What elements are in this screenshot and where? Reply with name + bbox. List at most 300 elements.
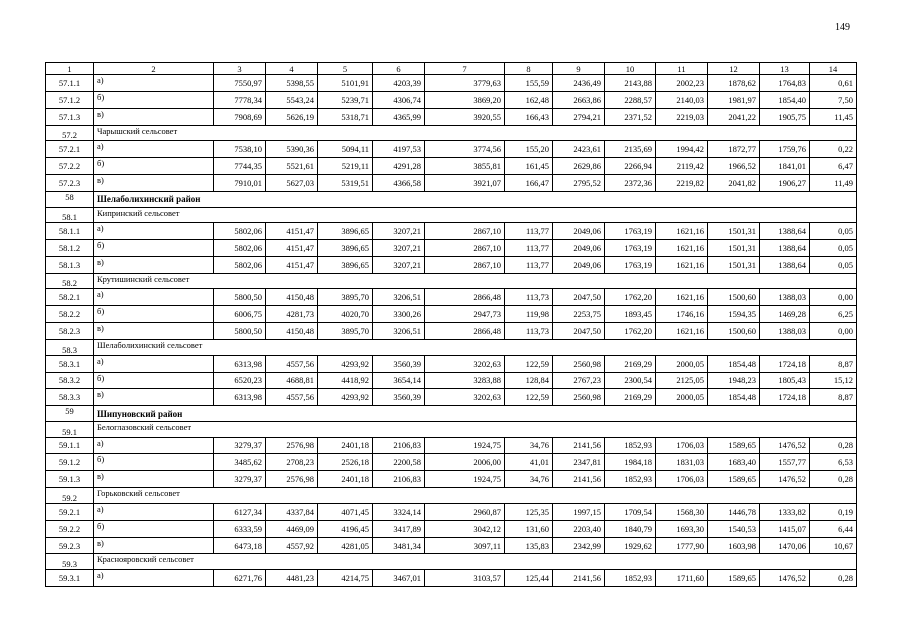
value-cell: 2047,50 [553, 289, 605, 306]
value-cell: 2371,52 [605, 108, 656, 125]
value-cell: 1929,62 [605, 537, 656, 554]
row-variant: а) [94, 503, 214, 520]
value-cell: 1388,64 [760, 256, 810, 273]
value-cell: 0,28 [810, 437, 857, 454]
value-cell: 1906,27 [760, 175, 810, 192]
value-cell: 7538,10 [214, 141, 266, 158]
row-code: 58.1.2 [46, 240, 94, 257]
value-cell: 2169,29 [605, 355, 656, 372]
value-cell: 1997,15 [553, 503, 605, 520]
value-cell: 7744,35 [214, 158, 266, 175]
value-cell: 1893,45 [605, 306, 656, 323]
settlement-name: Белоглазовский сельсовет [94, 421, 857, 437]
value-cell: 6006,75 [214, 306, 266, 323]
value-cell: 113,77 [505, 240, 553, 257]
value-cell: 1540,53 [708, 520, 760, 537]
value-cell: 1501,31 [708, 256, 760, 273]
value-cell: 0,05 [810, 256, 857, 273]
column-header: 4 [266, 63, 318, 75]
value-cell: 4481,23 [266, 570, 318, 587]
value-cell: 1994,42 [656, 141, 708, 158]
value-cell: 3202,63 [425, 355, 505, 372]
value-cell: 2867,10 [425, 223, 505, 240]
table-row [46, 503, 857, 520]
table-row [46, 323, 857, 340]
value-cell: 2006,00 [425, 454, 505, 471]
value-cell: 2203,40 [553, 520, 605, 537]
column-header: 1 [46, 63, 94, 75]
value-cell: 2423,61 [553, 141, 605, 158]
value-cell: 2049,06 [553, 240, 605, 257]
value-cell: 1878,62 [708, 75, 760, 92]
value-cell: 0,61 [810, 75, 857, 92]
value-cell: 1693,30 [656, 520, 708, 537]
value-cell: 2200,58 [373, 454, 425, 471]
value-cell: 1852,93 [605, 437, 656, 454]
value-cell: 1621,16 [656, 323, 708, 340]
value-cell: 5521,61 [266, 158, 318, 175]
section-number: 57.2 [46, 125, 94, 141]
row-variant: а) [94, 223, 214, 240]
row-code: 59.2.3 [46, 537, 94, 554]
value-cell: 0,28 [810, 471, 857, 488]
value-cell: 3467,01 [373, 570, 425, 587]
value-cell: 3206,51 [373, 289, 425, 306]
value-cell: 7550,97 [214, 75, 266, 92]
table-row [46, 91, 857, 108]
row-code: 58.3.3 [46, 389, 94, 406]
value-cell: 1415,07 [760, 520, 810, 537]
value-cell: 7908,69 [214, 108, 266, 125]
value-cell: 1762,20 [605, 289, 656, 306]
value-cell: 155,20 [505, 141, 553, 158]
value-cell: 1763,19 [605, 223, 656, 240]
row-variant: б) [94, 240, 214, 257]
value-cell: 4281,73 [266, 306, 318, 323]
value-cell: 4306,74 [373, 91, 425, 108]
value-cell: 0,00 [810, 289, 857, 306]
value-cell: 1476,52 [760, 437, 810, 454]
settlement-name: Крутишинский сельсовет [94, 273, 857, 289]
value-cell: 2560,98 [553, 389, 605, 406]
value-cell: 1557,77 [760, 454, 810, 471]
value-cell: 2106,83 [373, 437, 425, 454]
value-cell: 166,47 [505, 175, 553, 192]
column-header: 14 [810, 63, 857, 75]
settlement-name: Горьковский сельсовет [94, 488, 857, 504]
tariff-table [45, 62, 857, 587]
row-code: 57.1.3 [46, 108, 94, 125]
row-variant: в) [94, 108, 214, 125]
value-cell: 41,01 [505, 454, 553, 471]
value-cell: 10,67 [810, 537, 857, 554]
value-cell: 2049,06 [553, 223, 605, 240]
row-code: 58.2.2 [46, 306, 94, 323]
table-row [46, 570, 857, 587]
value-cell: 6271,76 [214, 570, 266, 587]
value-cell: 2119,42 [656, 158, 708, 175]
value-cell: 1388,64 [760, 223, 810, 240]
value-cell: 1683,40 [708, 454, 760, 471]
row-code: 58.1.3 [46, 256, 94, 273]
row-variant: а) [94, 141, 214, 158]
value-cell: 2866,48 [425, 323, 505, 340]
value-cell: 3869,20 [425, 91, 505, 108]
value-cell: 4020,70 [318, 306, 373, 323]
value-cell: 4071,45 [318, 503, 373, 520]
value-cell: 2794,21 [553, 108, 605, 125]
value-cell: 4418,92 [318, 372, 373, 389]
value-cell: 2866,48 [425, 289, 505, 306]
value-cell: 6,53 [810, 454, 857, 471]
value-cell: 5101,91 [318, 75, 373, 92]
district-row [46, 191, 857, 207]
value-cell: 1724,18 [760, 355, 810, 372]
value-cell: 2000,05 [656, 389, 708, 406]
row-code: 58.3.2 [46, 372, 94, 389]
value-cell: 2041,22 [708, 108, 760, 125]
value-cell: 2266,94 [605, 158, 656, 175]
value-cell: 2219,03 [656, 108, 708, 125]
value-cell: 1854,48 [708, 389, 760, 406]
row-variant: б) [94, 158, 214, 175]
table-row [46, 108, 857, 125]
value-cell: 6,44 [810, 520, 857, 537]
value-cell: 128,84 [505, 372, 553, 389]
value-cell: 3481,34 [373, 537, 425, 554]
value-cell: 6,25 [810, 306, 857, 323]
value-cell: 1476,52 [760, 570, 810, 587]
value-cell: 1621,16 [656, 289, 708, 306]
value-cell: 2143,88 [605, 75, 656, 92]
value-cell: 6,47 [810, 158, 857, 175]
value-cell: 1594,35 [708, 306, 760, 323]
section-number: 59.1 [46, 421, 94, 437]
value-cell: 1764,83 [760, 75, 810, 92]
settlement-name: Шелаболихинский сельсовет [94, 340, 857, 356]
value-cell: 3895,70 [318, 323, 373, 340]
table-row [46, 256, 857, 273]
row-code: 59.1.1 [46, 437, 94, 454]
column-header: 12 [708, 63, 760, 75]
value-cell: 2342,99 [553, 537, 605, 554]
row-code: 59.2.2 [46, 520, 94, 537]
value-cell: 3042,12 [425, 520, 505, 537]
row-variant: а) [94, 355, 214, 372]
value-cell: 1501,31 [708, 240, 760, 257]
value-cell: 3206,51 [373, 323, 425, 340]
value-cell: 2141,56 [553, 570, 605, 587]
value-cell: 0,05 [810, 240, 857, 257]
value-cell: 155,59 [505, 75, 553, 92]
value-cell: 5543,24 [266, 91, 318, 108]
value-cell: 11,45 [810, 108, 857, 125]
value-cell: 4281,05 [318, 537, 373, 554]
value-cell: 119,98 [505, 306, 553, 323]
row-code: 57.2.2 [46, 158, 94, 175]
column-header: 10 [605, 63, 656, 75]
value-cell: 6313,98 [214, 389, 266, 406]
value-cell: 6520,23 [214, 372, 266, 389]
value-cell: 5802,06 [214, 223, 266, 240]
value-cell: 2436,49 [553, 75, 605, 92]
section-number: 58.3 [46, 340, 94, 356]
value-cell: 122,59 [505, 389, 553, 406]
value-cell: 1621,16 [656, 240, 708, 257]
header-row [46, 63, 857, 75]
value-cell: 3560,39 [373, 355, 425, 372]
value-cell: 2708,23 [266, 454, 318, 471]
section-number: 59 [46, 406, 94, 422]
value-cell: 1966,52 [708, 158, 760, 175]
value-cell: 2560,98 [553, 355, 605, 372]
value-cell: 3896,65 [318, 240, 373, 257]
value-cell: 1854,48 [708, 355, 760, 372]
table-row [46, 141, 857, 158]
section-number: 59.2 [46, 488, 94, 504]
value-cell: 1948,23 [708, 372, 760, 389]
value-cell: 5802,06 [214, 256, 266, 273]
table-row [46, 372, 857, 389]
value-cell: 1763,19 [605, 256, 656, 273]
table-row [46, 240, 857, 257]
section-number: 58.1 [46, 207, 94, 223]
value-cell: 1759,76 [760, 141, 810, 158]
value-cell: 2526,18 [318, 454, 373, 471]
value-cell: 5319,51 [318, 175, 373, 192]
value-cell: 3654,14 [373, 372, 425, 389]
row-code: 57.1.1 [46, 75, 94, 92]
row-variant: б) [94, 520, 214, 537]
value-cell: 3560,39 [373, 389, 425, 406]
value-cell: 5800,50 [214, 289, 266, 306]
table-row [46, 75, 857, 92]
value-cell: 1840,79 [605, 520, 656, 537]
value-cell: 7910,01 [214, 175, 266, 192]
column-header: 2 [94, 63, 214, 75]
value-cell: 2141,56 [553, 471, 605, 488]
value-cell: 2041,82 [708, 175, 760, 192]
value-cell: 1924,75 [425, 471, 505, 488]
row-code: 59.1.3 [46, 471, 94, 488]
value-cell: 5318,71 [318, 108, 373, 125]
value-cell: 11,49 [810, 175, 857, 192]
value-cell: 2629,86 [553, 158, 605, 175]
column-header: 3 [214, 63, 266, 75]
value-cell: 6313,98 [214, 355, 266, 372]
row-variant: а) [94, 570, 214, 587]
table-body [46, 63, 857, 587]
value-cell: 3207,21 [373, 240, 425, 257]
value-cell: 34,76 [505, 437, 553, 454]
value-cell: 1805,43 [760, 372, 810, 389]
value-cell: 5239,71 [318, 91, 373, 108]
value-cell: 0,00 [810, 323, 857, 340]
value-cell: 122,59 [505, 355, 553, 372]
value-cell: 8,87 [810, 355, 857, 372]
value-cell: 5398,55 [266, 75, 318, 92]
value-cell: 3300,26 [373, 306, 425, 323]
row-variant: б) [94, 306, 214, 323]
row-variant: в) [94, 323, 214, 340]
value-cell: 2867,10 [425, 240, 505, 257]
value-cell: 4557,56 [266, 355, 318, 372]
value-cell: 1469,28 [760, 306, 810, 323]
value-cell: 1589,65 [708, 471, 760, 488]
table-row [46, 437, 857, 454]
value-cell: 2219,82 [656, 175, 708, 192]
table-row [46, 537, 857, 554]
value-cell: 2049,06 [553, 256, 605, 273]
value-cell: 4151,47 [266, 256, 318, 273]
value-cell: 1854,40 [760, 91, 810, 108]
value-cell: 1706,03 [656, 471, 708, 488]
value-cell: 2169,29 [605, 389, 656, 406]
value-cell: 3921,07 [425, 175, 505, 192]
value-cell: 2795,52 [553, 175, 605, 192]
value-cell: 4365,99 [373, 108, 425, 125]
value-cell: 5802,06 [214, 240, 266, 257]
value-cell: 1984,18 [605, 454, 656, 471]
row-code: 58.2.3 [46, 323, 94, 340]
value-cell: 1501,31 [708, 223, 760, 240]
row-variant: а) [94, 75, 214, 92]
value-cell: 2106,83 [373, 471, 425, 488]
row-code: 58.1.1 [46, 223, 94, 240]
row-variant: в) [94, 537, 214, 554]
table-row [46, 175, 857, 192]
settlement-row [46, 273, 857, 289]
value-cell: 1841,01 [760, 158, 810, 175]
value-cell: 4557,92 [266, 537, 318, 554]
row-code: 58.2.1 [46, 289, 94, 306]
row-variant: а) [94, 437, 214, 454]
value-cell: 113,77 [505, 256, 553, 273]
row-code: 59.2.1 [46, 503, 94, 520]
value-cell: 2125,05 [656, 372, 708, 389]
table-row [46, 454, 857, 471]
column-header: 13 [760, 63, 810, 75]
value-cell: 3207,21 [373, 223, 425, 240]
settlement-row [46, 554, 857, 570]
value-cell: 2767,23 [553, 372, 605, 389]
section-number: 58.2 [46, 273, 94, 289]
settlement-row [46, 421, 857, 437]
value-cell: 162,48 [505, 91, 553, 108]
value-cell: 5094,11 [318, 141, 373, 158]
value-cell: 15,12 [810, 372, 857, 389]
value-cell: 1746,16 [656, 306, 708, 323]
value-cell: 3779,63 [425, 75, 505, 92]
settlement-row [46, 125, 857, 141]
value-cell: 1500,60 [708, 323, 760, 340]
value-cell: 2947,73 [425, 306, 505, 323]
value-cell: 2002,23 [656, 75, 708, 92]
table-row [46, 389, 857, 406]
value-cell: 125,44 [505, 570, 553, 587]
value-cell: 135,83 [505, 537, 553, 554]
value-cell: 5626,19 [266, 108, 318, 125]
table-row [46, 158, 857, 175]
value-cell: 1476,52 [760, 471, 810, 488]
value-cell: 166,43 [505, 108, 553, 125]
row-variant: в) [94, 175, 214, 192]
row-variant: в) [94, 389, 214, 406]
value-cell: 6473,18 [214, 537, 266, 554]
value-cell: 2135,69 [605, 141, 656, 158]
value-cell: 1905,75 [760, 108, 810, 125]
settlement-row [46, 340, 857, 356]
value-cell: 1831,03 [656, 454, 708, 471]
section-number: 58 [46, 191, 94, 207]
value-cell: 7,50 [810, 91, 857, 108]
value-cell: 1724,18 [760, 389, 810, 406]
value-cell: 1388,64 [760, 240, 810, 257]
value-cell: 4151,47 [266, 223, 318, 240]
value-cell: 4214,75 [318, 570, 373, 587]
value-cell: 4293,92 [318, 389, 373, 406]
column-header: 7 [425, 63, 505, 75]
value-cell: 1777,90 [656, 537, 708, 554]
column-header: 11 [656, 63, 708, 75]
column-header: 6 [373, 63, 425, 75]
value-cell: 1603,98 [708, 537, 760, 554]
settlement-row [46, 488, 857, 504]
district-row [46, 406, 857, 422]
table-row [46, 355, 857, 372]
value-cell: 1621,16 [656, 223, 708, 240]
value-cell: 161,45 [505, 158, 553, 175]
value-cell: 2141,56 [553, 437, 605, 454]
value-cell: 34,76 [505, 471, 553, 488]
value-cell: 4688,81 [266, 372, 318, 389]
value-cell: 3774,56 [425, 141, 505, 158]
value-cell: 4197,53 [373, 141, 425, 158]
value-cell: 3103,57 [425, 570, 505, 587]
value-cell: 1568,30 [656, 503, 708, 520]
row-variant: б) [94, 454, 214, 471]
value-cell: 4291,28 [373, 158, 425, 175]
value-cell: 113,73 [505, 323, 553, 340]
value-cell: 3324,14 [373, 503, 425, 520]
value-cell: 4150,48 [266, 289, 318, 306]
row-code: 59.3.1 [46, 570, 94, 587]
value-cell: 3896,65 [318, 223, 373, 240]
row-code: 57.2.3 [46, 175, 94, 192]
value-cell: 1388,03 [760, 323, 810, 340]
row-code: 57.1.2 [46, 91, 94, 108]
value-cell: 3485,62 [214, 454, 266, 471]
column-header: 8 [505, 63, 553, 75]
row-variant: в) [94, 256, 214, 273]
value-cell: 1621,16 [656, 256, 708, 273]
settlement-name: Чарышский сельсовет [94, 125, 857, 141]
row-code: 58.3.1 [46, 355, 94, 372]
district-name: Шелаболихинский район [94, 191, 857, 207]
table-row [46, 289, 857, 306]
value-cell: 1589,65 [708, 437, 760, 454]
value-cell: 1333,82 [760, 503, 810, 520]
table-row [46, 520, 857, 537]
value-cell: 1706,03 [656, 437, 708, 454]
value-cell: 3417,89 [373, 520, 425, 537]
value-cell: 7778,34 [214, 91, 266, 108]
value-cell: 2663,86 [553, 91, 605, 108]
row-code: 59.1.2 [46, 454, 94, 471]
value-cell: 3279,37 [214, 471, 266, 488]
value-cell: 0,22 [810, 141, 857, 158]
value-cell: 3283,88 [425, 372, 505, 389]
